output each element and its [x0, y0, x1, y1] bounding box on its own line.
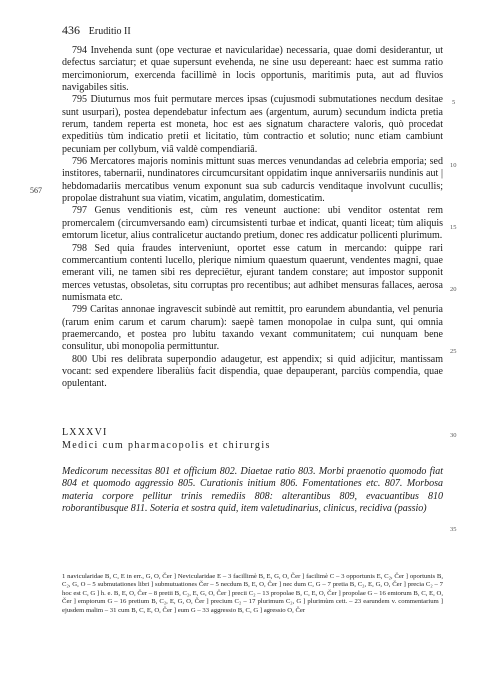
chapter-heading	[62, 427, 443, 452]
paragraph-796: 796 Mercatores majoris nominis mittunt suas merces venundandas ad celebria emporia; sed institores, tabernarii, nundinatores circumcursitant oppidatim inque anniversariis nundinis aut | hebdomadariis mercatibus venum exponunt sua sub cadurcis venditaque involvunt cucullis; propolae distrahunt sua viatim, vicatim, angulatim, domesticatim.	[62, 156, 443, 205]
main-text	[62, 45, 443, 391]
edition-page-marker: 567	[30, 186, 42, 195]
chapter-summary: Medicorum necessitas 801 et officium 802. Diaetae ratio 803. Morbi praenotio quomodo fiat 804 et quomodo aggressio 805. Curationis initium 806. Fomentationes etc. 807. Morbosa materia corpore pellitur trinis remediis 808: alterantibus 809, evacuantibus 810 roborantibusque 811. Soteria et sostra quid, item valetudinarius, clinicus, recidiva (passio)	[62, 466, 443, 514]
page-number: 436	[62, 23, 80, 37]
paragraph-797: 797 Genus venditionis est, cùm res veneunt auctione: ubi venditor ostentat rem promercalem (circumversando eam) circumsistenti turbae et indicat, quanti liceat; tùm aliquis emtorum licetur, alius contralicetur auctando pretium, donec res addicatur pollicenti plurimum.	[62, 205, 443, 242]
line-number: 35	[450, 526, 457, 533]
paragraph-798: 798 Sed quia fraudes interveniunt, oportet esse catum in mercando: quippe rari commercantium contenti lucello, plerique nimium quaestum quaerunt, vendentes magni, quae emerant vili, ne tamen sibi res depreciëtur, ejurant tandem constare; aut impostor supponit merces vetustas, obsoletas, situ corruptas pro recentibus; aut adhibet mensuras fallaces, aerosa numismata etc.	[62, 242, 443, 303]
line-number: 30	[450, 432, 457, 439]
critical-apparatus: 1 navicularidae B, C, E in err., G, O, Čer ] Nevicularidae E – 3 facillimè B, E, G, O, Čer ] facilimè C – 3 opportunis E, C₂, Čer ] oportunis B, C₂, G, O – 5 submutationes libri ] submutuationes Čer – 5 necdum B, E, O, Čer ] nec dum C, G – 7 pretia B, C₂, E, G, O, Čer ] precia C₂ – 7 hoc est C, G ] h. e. B, E, O, Čer – 8 pretii B, C₂, E, G, O, Čer ] precii C₂ – 13 propolae B, C, E, O, Čer ] propolae G – 16 emtorum B, C, E, O, Čer ] emptorum G – 16 pretium B, C₂, E, G, O, Čer ] precium C₂ – 17 plurimum C₂, G ] plurimùm cett. – 23 earundem v. commentarium ] ejusdem malim – 31 cum B, C, E, O, Čer ] eum G – 33 aggressio B, C, G ] agressio O, Čer	[62, 573, 443, 614]
chapter-number: LXXXVI	[62, 427, 108, 438]
line-number: 15	[450, 224, 457, 231]
paragraph-800: 800 Ubi res delibrata superpondio adaugetur, est appendix; si quid adjicitur, mantissam vocant: sed expendere liberaliùs facit dispendia, quae depauperant, parciùs compendia, quae opulentant.	[62, 353, 443, 390]
paragraph-795: 795 Diuturnus mos fuit permutare merces ipsas (cujusmodi submutationes necdum desitae sunt usurpari), postea dependebatur infectum aes (argentum, aurum) secundum indicta pretia rerum, tandem reperta est moneta, hoc est aes signatum charactere valoris, quò procedat expeditiùs tùm indicatio pretii et licitatio, tùm contractio et solutio; nunc etiam cambiunt pecuniam per collybum, viâ valdè compendiariâ.	[62, 94, 443, 155]
paragraph-794: 794 Invehenda sunt (ope vecturae et navicularidae) necessaria, quae domi desiderantur, ut defectus sarciatur; et quae supersunt evehenda, ne sine usu depereant: haec est summa ratio mercimoniorum, exercenda facillimè in locis opportunis, maritimis puta, aut ad fluvios navigabiles sitis.	[62, 45, 443, 94]
line-number: 10	[450, 162, 457, 169]
line-number: 20	[450, 286, 457, 293]
running-header	[62, 24, 442, 38]
running-title: Eruditio II	[88, 26, 131, 37]
chapter-title: Medici cum pharmacopolis et chirurgis	[62, 440, 271, 451]
line-number: 5	[452, 99, 456, 106]
paragraph-799: 799 Caritas annonae ingravescit subindè aut remittit, pro earundem abundantia, vel penuria (rarum enim carum et carum charum): saepè tamen monopolae in culpa sunt, qui omnia praemercando, et postea pro lubitu taxando vexant communitatem; cui nunquam bene consulitur, ubi monopolia permittuntur.	[62, 304, 443, 353]
line-number: 25	[450, 348, 457, 355]
